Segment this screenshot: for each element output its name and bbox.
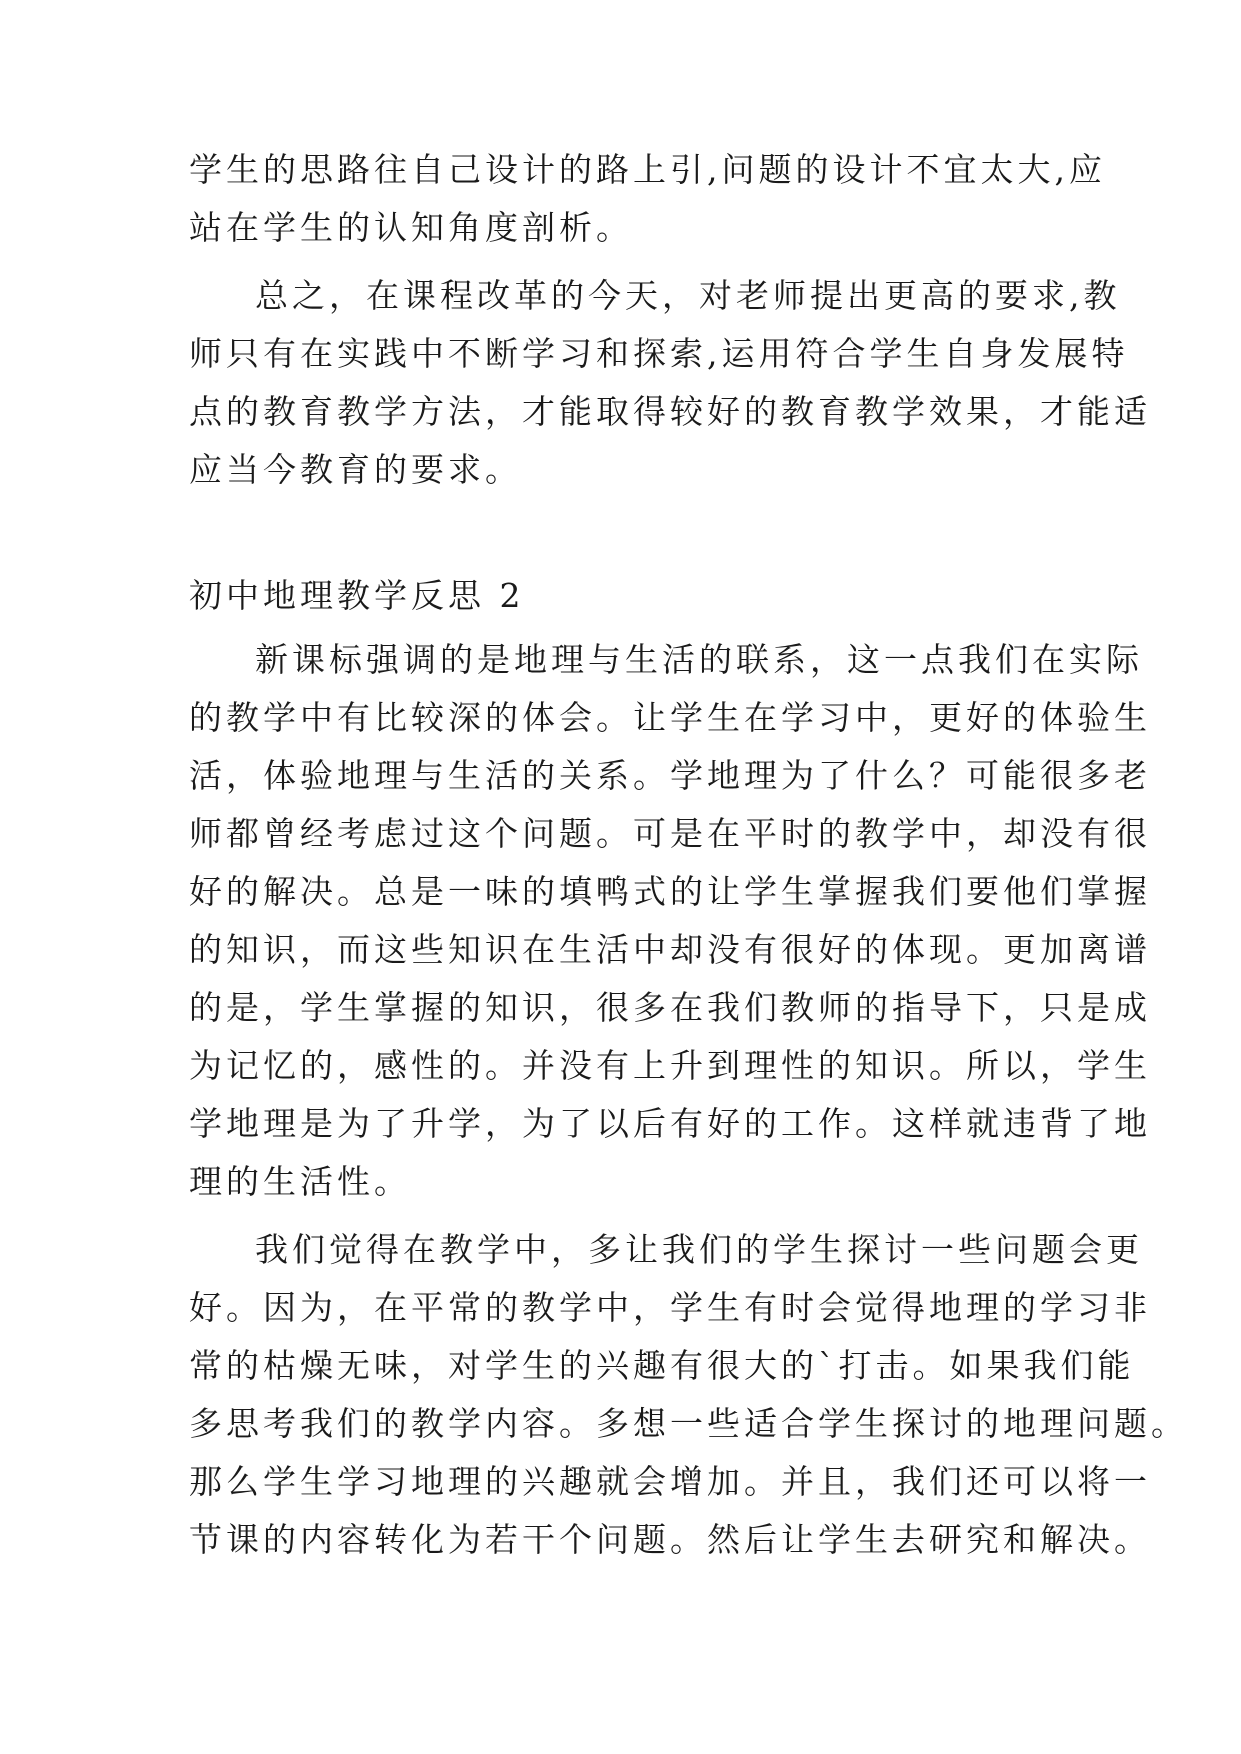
paragraph-line: 好的解决。总是一味的填鸭式的让学生掌握我们要他们掌握 xyxy=(189,872,1151,911)
paragraph-line: 的知识，而这些知识在生活中却没有很好的体现。更加离谱 xyxy=(189,930,1151,969)
paragraph-line: 师只有在实践中不断学习和探索,运用符合学生自身发展特 xyxy=(189,334,1129,373)
paragraph-line: 我们觉得在教学中，多让我们的学生探讨一些问题会更 xyxy=(255,1230,1143,1269)
paragraph-line: 的是，学生掌握的知识，很多在我们教师的指导下，只是成 xyxy=(189,988,1151,1027)
paragraph-line: 点的教育教学方法，才能取得较好的教育教学效果，才能适 xyxy=(189,392,1151,431)
paragraph-line: 理的生活性。 xyxy=(189,1162,411,1201)
paragraph-line: 总之，在课程改革的今天，对老师提出更高的要求,教 xyxy=(255,276,1121,315)
section-title: 初中地理教学反思 2 xyxy=(189,576,525,615)
paragraph-line: 为记忆的，感性的。并没有上升到理性的知识。所以，学生 xyxy=(189,1046,1151,1085)
paragraph-line: 多思考我们的教学内容。多想一些适合学生探讨的地理问题。 xyxy=(189,1404,1188,1443)
paragraph-line: 活，体验地理与生活的关系。学地理为了什么？可能很多老 xyxy=(189,756,1151,795)
paragraph-line: 站在学生的认知角度剖析。 xyxy=(189,208,633,247)
paragraph-line: 学生的思路往自己设计的路上引,问题的设计不宜太大,应 xyxy=(189,150,1106,189)
paragraph-line: 师都曾经考虑过这个问题。可是在平时的教学中，却没有很 xyxy=(189,814,1151,853)
paragraph-line: 的教学中有比较深的体会。让学生在学习中，更好的体验生 xyxy=(189,698,1151,737)
paragraph-line: 节课的内容转化为若干个问题。然后让学生去研究和解决。 xyxy=(189,1520,1151,1559)
paragraph-line: 新课标强调的是地理与生活的联系，这一点我们在实际 xyxy=(255,640,1143,679)
paragraph-line: 学地理是为了升学，为了以后有好的工作。这样就违背了地 xyxy=(189,1104,1151,1143)
paragraph-line: 应当今教育的要求。 xyxy=(189,450,522,489)
paragraph-line: 常的枯燥无味，对学生的兴趣有很大的`打击。如果我们能 xyxy=(189,1346,1135,1385)
paragraph-line: 那么学生学习地理的兴趣就会增加。并且，我们还可以将一 xyxy=(189,1462,1151,1501)
paragraph-line: 好。因为，在平常的教学中，学生有时会觉得地理的学习非 xyxy=(189,1288,1151,1327)
